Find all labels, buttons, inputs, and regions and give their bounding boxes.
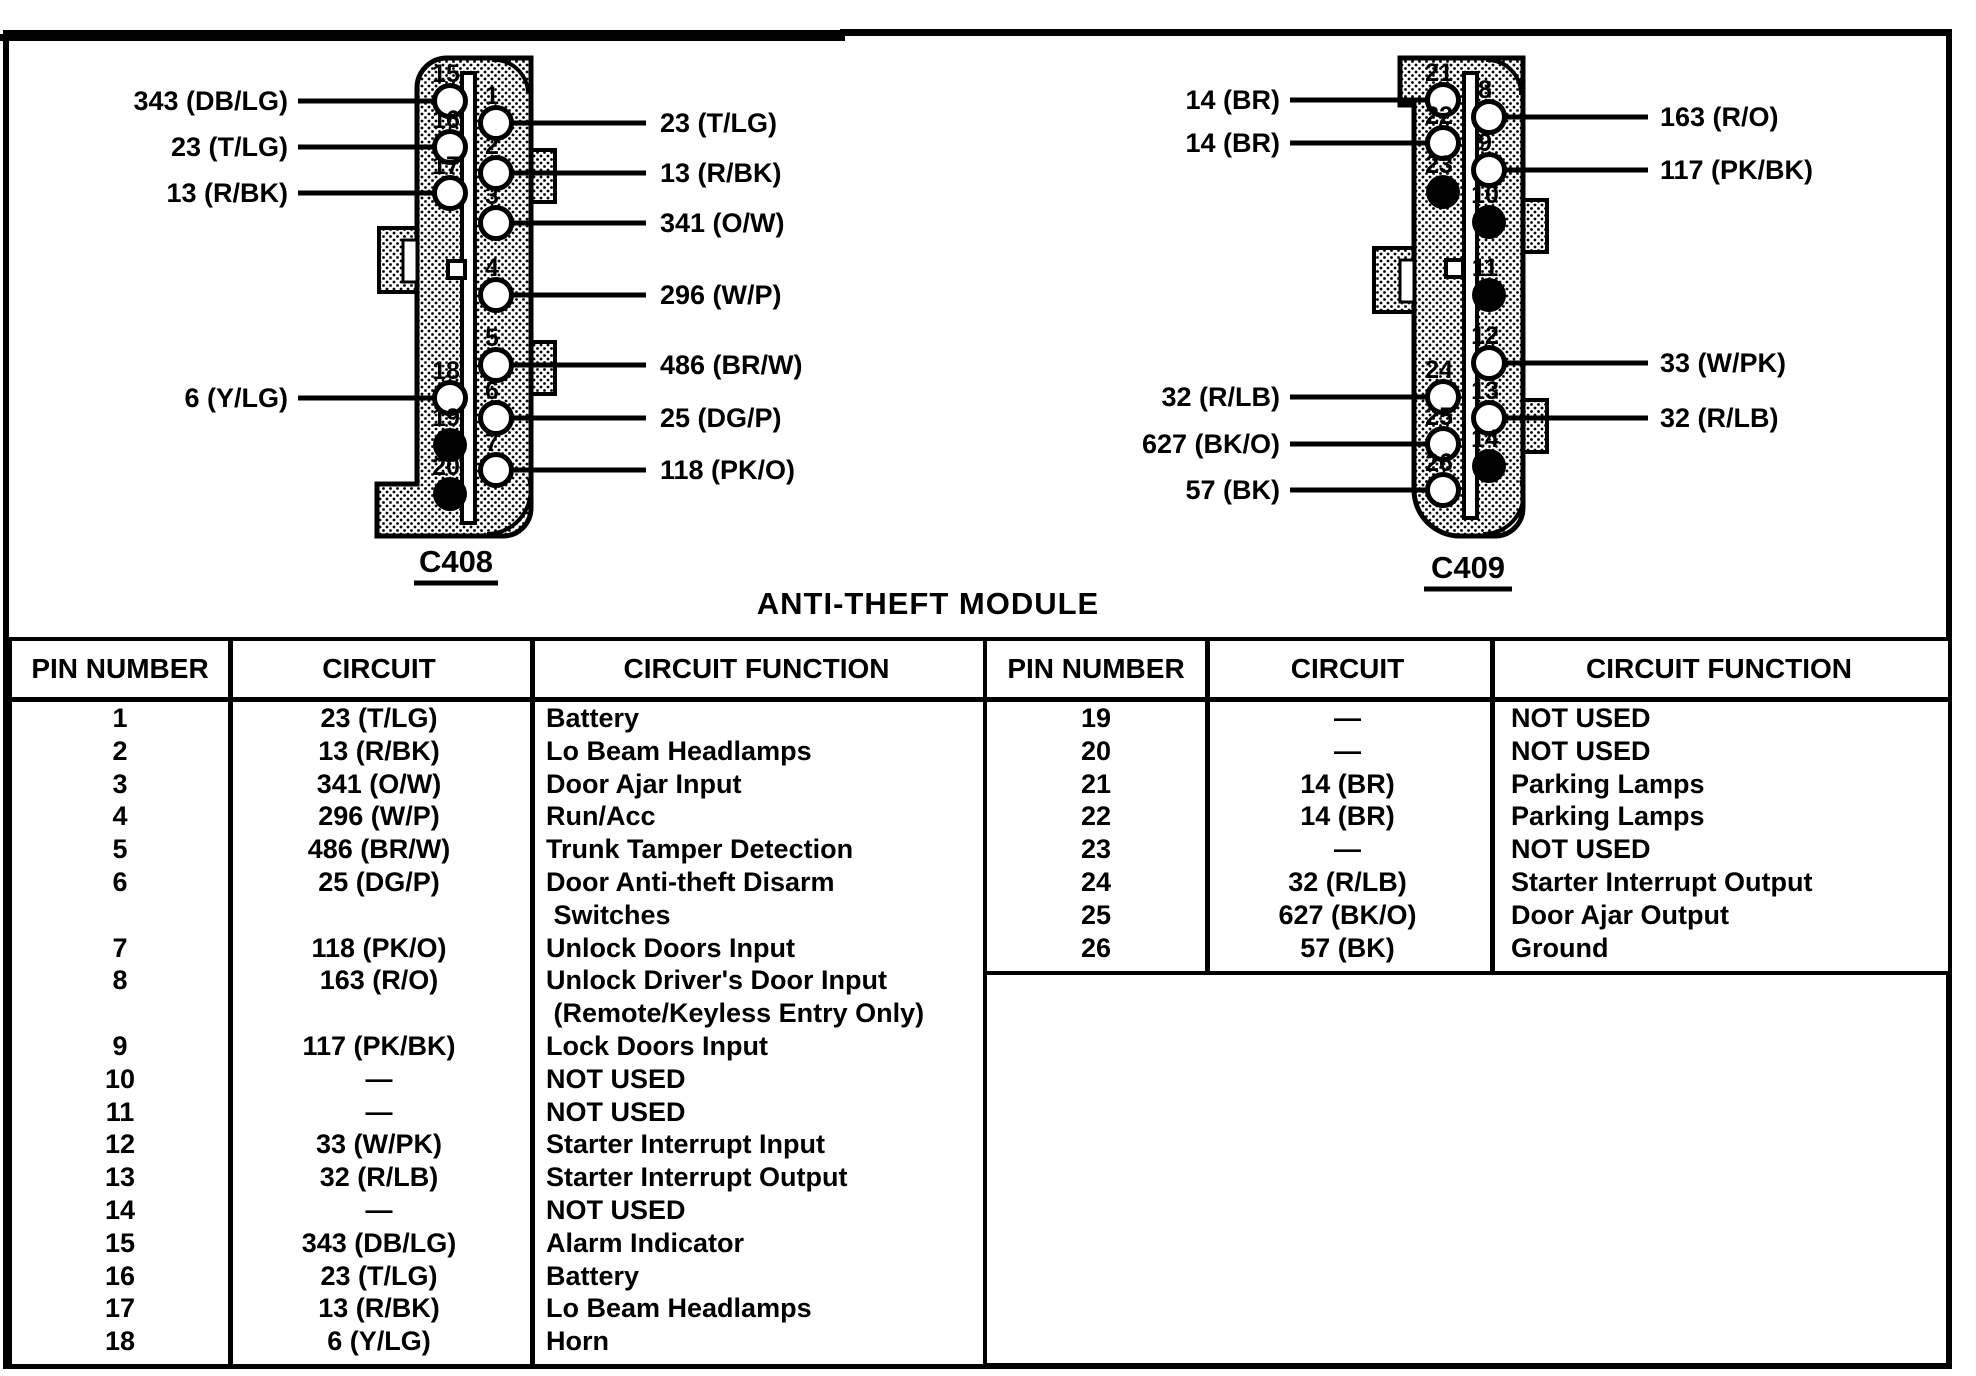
connector-c409 <box>1142 58 1813 589</box>
wire-label: 341 (O/W) <box>660 208 785 238</box>
table-row <box>12 1260 983 1293</box>
table-row <box>987 866 1948 899</box>
circuit-cell: 486 (BR/W) <box>307 834 451 865</box>
wire-label: 32 (R/LB) <box>1161 382 1280 412</box>
pin-number-cell: 4 <box>112 801 128 832</box>
pin-number: 13 <box>1471 377 1499 405</box>
circuit-cell: 14 (BR) <box>1300 768 1395 799</box>
pin-number: 25 <box>1425 403 1453 431</box>
pin-circle <box>1474 348 1505 379</box>
pin-circle-filled <box>1472 278 1506 312</box>
table-row <box>12 702 983 735</box>
circuit-function-cell: Unlock Doors Input <box>546 932 795 963</box>
circuit-cell: 14 (BR) <box>1300 801 1395 832</box>
table-row <box>12 899 983 932</box>
pin-number: 11 <box>1471 254 1499 282</box>
circuit-cell: 23 (T/LG) <box>320 703 438 733</box>
circuit-function-cell: Parking Lamps <box>1511 768 1705 799</box>
pin-number: 5 <box>485 324 499 352</box>
table-row <box>12 1161 983 1194</box>
pin-number-cell: 23 <box>1080 834 1112 865</box>
wire-label: 14 (BR) <box>1185 85 1280 115</box>
pin-circle <box>481 208 512 239</box>
table-row <box>12 1292 983 1325</box>
column-header-circuit: CIRCUIT <box>1290 653 1405 684</box>
circuit-function-cell: NOT USED <box>1511 834 1651 865</box>
pin-circle <box>1428 475 1459 506</box>
pin-number-cell: 10 <box>104 1063 136 1094</box>
pin-number: 14 <box>1471 425 1499 453</box>
pin-number-cell: 17 <box>104 1293 136 1324</box>
pin-number-cell <box>12 997 228 1030</box>
circuit-function-cell: Trunk Tamper Detection <box>546 834 854 865</box>
circuit-function-cell: Battery <box>546 703 640 733</box>
circuit-function-cell: Lock Doors Input <box>546 1030 768 1061</box>
circuit-cell <box>228 997 530 1030</box>
circuit-cell: 627 (BK/O) <box>1278 899 1417 930</box>
circuit-function-cell: Run/Acc <box>546 801 656 832</box>
pin-number-cell: 8 <box>112 965 128 996</box>
keying-square <box>448 261 465 278</box>
circuit-cell: — <box>1334 735 1361 766</box>
table-row <box>987 899 1948 932</box>
circuit-cell: 32 (R/LB) <box>319 1162 439 1193</box>
pin-circle-filled <box>1472 449 1506 483</box>
circuit-function-cell: NOT USED <box>1511 735 1651 766</box>
table-row <box>12 1030 983 1063</box>
circuit-cell: — <box>365 1096 393 1127</box>
circuit-cell: 341 (O/W) <box>316 768 442 799</box>
circuit-cell: — <box>1334 703 1361 733</box>
pin-number-cell: 16 <box>104 1260 136 1291</box>
circuit-cell: 57 (BK) <box>1300 932 1395 963</box>
pin-number: 17 <box>432 152 460 180</box>
table-row <box>12 1128 983 1161</box>
pin-number: 7 <box>485 429 499 457</box>
pin-number: 10 <box>1471 181 1499 209</box>
pin-number-cell: 11 <box>105 1096 135 1127</box>
circuit-function-cell: (Remote/Keyless Entry Only) <box>546 998 925 1029</box>
circuit-cell <box>228 899 530 932</box>
table-row <box>12 1325 983 1358</box>
circuit-cell: 296 (W/P) <box>318 801 440 832</box>
pin-circle-filled <box>433 477 467 511</box>
circuit-cell: 163 (R/O) <box>319 965 439 996</box>
pin-number-cell: 6 <box>112 866 128 897</box>
diagram-title: ANTI-THEFT MODULE <box>756 586 1100 621</box>
table-body <box>12 702 983 1358</box>
pinout-table-c408 <box>8 637 987 1368</box>
pin-number: 16 <box>432 106 460 134</box>
table-body <box>987 702 1948 964</box>
pin-number: 18 <box>432 357 460 385</box>
table-row <box>12 735 983 768</box>
pin-number: 8 <box>1478 76 1492 104</box>
pin-number-cell: 22 <box>1080 801 1112 832</box>
circuit-cell: 343 (DB/LG) <box>301 1227 457 1258</box>
table-row <box>987 735 1948 768</box>
circuit-function-cell: Lo Beam Headlamps <box>546 735 812 766</box>
pin-number-cell: 3 <box>112 768 128 799</box>
pin-number: 26 <box>1425 449 1453 477</box>
connector-label-c409: C409 <box>1430 550 1506 585</box>
table-row <box>987 702 1948 735</box>
table-row <box>12 833 983 866</box>
pin-number: 4 <box>485 254 499 282</box>
pin-circle-filled <box>1472 205 1506 239</box>
pin-number: 23 <box>1425 151 1453 179</box>
circuit-function-cell: Door Ajar Output <box>1511 899 1729 930</box>
pin-number: 15 <box>432 60 460 88</box>
wire-label: 32 (R/LB) <box>1660 403 1779 433</box>
wire-label: 296 (W/P) <box>660 280 782 310</box>
pin-number-cell: 1 <box>112 703 128 733</box>
pin-number: 12 <box>1471 322 1499 350</box>
pin-number-cell: 19 <box>1080 703 1112 733</box>
wire-label: 627 (BK/O) <box>1141 429 1280 459</box>
column-header-circuit: CIRCUIT <box>322 653 436 684</box>
circuit-function-cell: Starter Interrupt Output <box>1511 866 1813 897</box>
tab-inner-detail <box>403 240 417 282</box>
circuit-cell: 25 (DG/P) <box>318 866 440 897</box>
connector-diagram <box>0 0 1976 632</box>
wire-label: 33 (W/PK) <box>1660 348 1787 378</box>
wire-label: 486 (BR/W) <box>660 350 803 380</box>
table-row <box>12 1063 983 1096</box>
table-row <box>12 800 983 833</box>
table-row <box>987 932 1948 965</box>
circuit-cell: 33 (W/PK) <box>315 1129 442 1160</box>
table-row <box>987 768 1948 801</box>
circuit-function-cell: Door Anti-theft Disarm <box>546 866 835 897</box>
wire-label: 23 (T/LG) <box>660 108 778 138</box>
table-row <box>12 768 983 801</box>
pin-number-cell: 20 <box>1080 735 1112 766</box>
table-row <box>12 866 983 899</box>
circuit-function-cell: Alarm Indicator <box>546 1227 745 1258</box>
circuit-function-cell: Lo Beam Headlamps <box>546 1293 812 1324</box>
circuit-function-cell: Parking Lamps <box>1511 801 1705 832</box>
circuit-cell: 6 (Y/LG) <box>327 1326 431 1357</box>
pin-number: 3 <box>485 182 499 210</box>
pin-number: 20 <box>432 453 460 481</box>
pin-number-cell: 24 <box>1080 866 1112 897</box>
table-header-row <box>987 641 1948 702</box>
wire-label: 343 (DB/LG) <box>133 86 288 116</box>
column-header-pin-number: PIN NUMBER <box>1007 653 1185 684</box>
wire-label: 13 (R/BK) <box>660 158 782 188</box>
pin-number-cell: 9 <box>112 1030 128 1061</box>
wire-label: 118 (PK/O) <box>660 455 796 485</box>
pin-circle <box>1474 102 1505 133</box>
table-row <box>12 1194 983 1227</box>
circuit-function-cell: NOT USED <box>546 1096 686 1127</box>
wire-label: 163 (R/O) <box>1660 102 1779 132</box>
circuit-cell: 32 (R/LB) <box>1288 866 1407 897</box>
circuit-cell: 23 (T/LG) <box>320 1260 438 1291</box>
circuit-function-cell: Ground <box>1511 932 1609 963</box>
circuit-function-cell: Starter Interrupt Output <box>546 1162 848 1193</box>
pin-circle <box>481 280 512 311</box>
circuit-function-cell: Door Ajar Input <box>546 768 742 799</box>
pin-number-cell: 15 <box>104 1227 136 1258</box>
pin-number-cell <box>12 899 228 932</box>
wire-label: 6 (Y/LG) <box>184 383 288 413</box>
pin-number: 2 <box>485 132 499 160</box>
pin-number: 6 <box>485 377 499 405</box>
pin-number: 1 <box>485 82 499 110</box>
pin-number-cell: 2 <box>112 735 128 766</box>
column-header-pin-number: PIN NUMBER <box>31 653 209 684</box>
pin-number-cell: 18 <box>104 1326 136 1357</box>
table-row <box>987 833 1948 866</box>
pinout-table-c409 <box>983 637 1952 975</box>
circuit-cell: — <box>1334 834 1361 865</box>
table-row <box>12 997 983 1030</box>
circuit-function-cell: NOT USED <box>546 1063 686 1094</box>
pin-number-cell: 13 <box>104 1162 136 1193</box>
circuit-function-cell: NOT USED <box>1511 703 1651 733</box>
connector-c408 <box>133 58 802 583</box>
pin-circle <box>481 455 512 486</box>
table-row <box>987 800 1948 833</box>
pin-circle <box>481 350 512 381</box>
circuit-function-cell: NOT USED <box>546 1194 686 1225</box>
pin-number-cell: 14 <box>104 1194 136 1225</box>
table-row <box>12 1096 983 1129</box>
wire-label: 57 (BK) <box>1185 475 1280 505</box>
column-header-circuit-function: CIRCUIT FUNCTION <box>623 653 890 684</box>
pin-circle <box>435 178 466 209</box>
table-row <box>12 964 983 997</box>
pin-number: 9 <box>1478 129 1492 157</box>
wire-label: 25 (DG/P) <box>660 403 782 433</box>
pin-number: 24 <box>1425 356 1453 384</box>
circuit-cell: 117 (PK/BK) <box>302 1030 456 1061</box>
table-row <box>12 932 983 965</box>
tab-inner-detail <box>1400 260 1414 302</box>
circuit-cell: 13 (R/BK) <box>318 735 440 766</box>
table-header-row <box>12 641 983 702</box>
circuit-function-cell: Switches <box>546 899 671 930</box>
column-header-circuit-function: CIRCUIT FUNCTION <box>1586 653 1852 684</box>
wire-label: 13 (R/BK) <box>166 178 288 208</box>
pin-number-cell: 12 <box>104 1129 136 1160</box>
circuit-function-cell: Horn <box>546 1326 609 1357</box>
pin-number-cell: 25 <box>1080 899 1112 930</box>
pin-circle-filled <box>1426 175 1460 209</box>
table-row <box>12 1227 983 1260</box>
circuit-function-cell: Battery <box>546 1260 640 1291</box>
pin-number-cell: 21 <box>1080 768 1112 799</box>
pin-number-cell: 7 <box>112 932 128 963</box>
pin-number: 21 <box>1425 59 1453 87</box>
pin-number-cell: 26 <box>1080 932 1112 963</box>
connector-label-c408: C408 <box>418 544 494 579</box>
pin-number: 22 <box>1425 102 1453 130</box>
circuit-cell: — <box>365 1194 393 1225</box>
keying-square <box>1446 260 1463 277</box>
wire-label: 23 (T/LG) <box>170 132 288 162</box>
circuit-function-cell: Starter Interrupt Input <box>546 1129 826 1160</box>
pin-number: 19 <box>432 404 460 432</box>
pin-number-cell: 5 <box>112 834 128 865</box>
circuit-function-cell: Unlock Driver's Door Input <box>546 965 887 996</box>
circuit-cell: 13 (R/BK) <box>318 1293 440 1324</box>
wire-label: 117 (PK/BK) <box>1660 155 1814 185</box>
circuit-cell: — <box>365 1063 393 1094</box>
circuit-cell: 118 (PK/O) <box>311 932 447 963</box>
wire-label: 14 (BR) <box>1185 128 1280 158</box>
